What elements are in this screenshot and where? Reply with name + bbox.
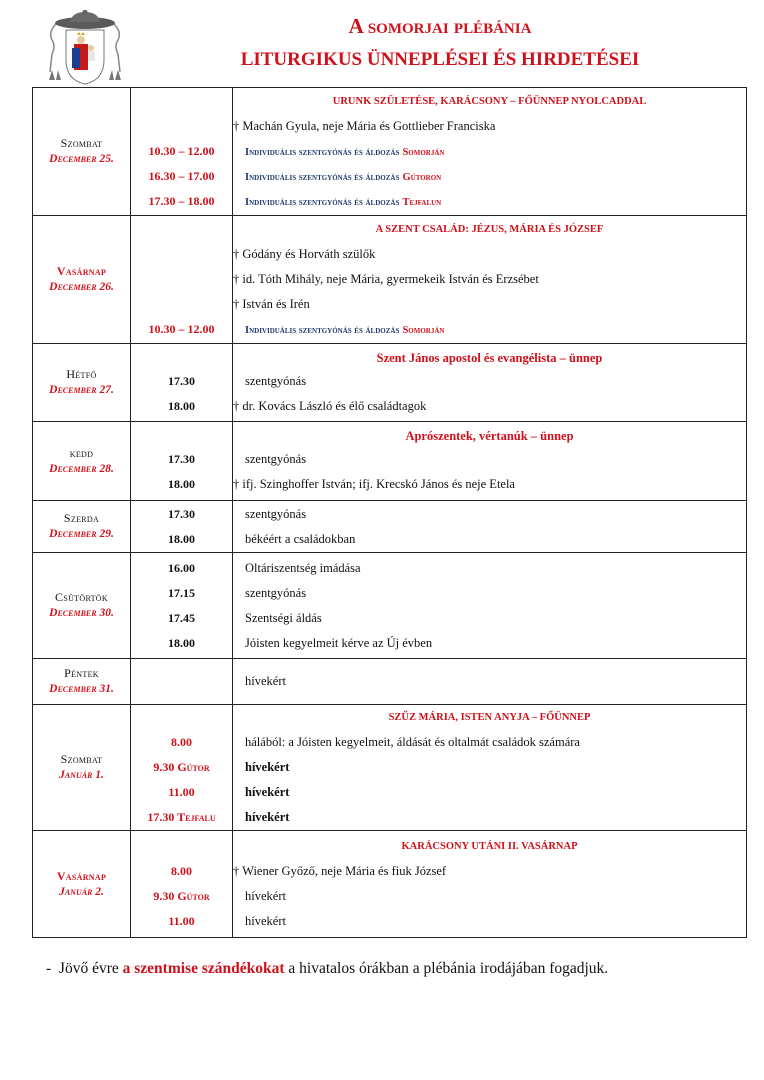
items-cell	[233, 705, 747, 831]
times-cell	[131, 659, 233, 705]
intention: szentgyónás	[245, 452, 307, 466]
intention: hívekért	[245, 913, 286, 928]
items-cell	[233, 501, 747, 553]
feast-title: Aprószentek, vértanúk – ünnep	[405, 429, 574, 443]
items-cell	[233, 88, 747, 216]
intention: † Machán Gyula, neje Mária és Gottlieber Franciska	[233, 118, 496, 133]
page-title: A somorjai plébánia	[348, 14, 532, 38]
items-cell	[233, 422, 747, 501]
intention: szentgyónás	[245, 506, 307, 521]
parish-coat-of-arms-icon	[44, 10, 126, 86]
time: 17.30	[168, 373, 195, 388]
day-name: Hétfő	[66, 367, 97, 381]
day-date: Január 1.	[59, 769, 104, 781]
note-suffix: a hivatalos órákban a plébánia irodájában fogadjuk.	[284, 960, 609, 977]
intention: † dr. Kovács László és élő családtagok	[233, 398, 427, 413]
intention: szentgyónás	[245, 585, 307, 600]
day-cell	[33, 659, 131, 705]
table-row	[33, 501, 747, 553]
day-cell	[33, 88, 131, 216]
confession-label: Individuális szentgyónás és áldozás	[245, 171, 400, 183]
intention: hívekért	[245, 674, 286, 688]
intention: békéért a családokban	[245, 531, 356, 546]
feast-title: SZŰZ MÁRIA, ISTEN ANYJA – FŐÜNNEP	[388, 711, 591, 723]
confession-label: Individuális szentgyónás és áldozás	[245, 324, 400, 336]
time: 9.30 Gútor	[153, 888, 210, 903]
confession-line	[233, 139, 746, 164]
time: 18.00	[168, 531, 195, 546]
day-cell	[33, 344, 131, 422]
table-row	[33, 216, 747, 344]
confession-line	[233, 317, 746, 342]
time: 8.00	[171, 734, 192, 749]
day-date: December 25.	[49, 153, 114, 165]
bullet: -	[46, 960, 52, 977]
table-row	[33, 422, 747, 501]
confession-label: Individuális szentgyónás és áldozás	[245, 196, 400, 208]
table-row	[33, 659, 747, 705]
items-cell	[233, 216, 747, 344]
day-name: Szombat	[60, 136, 103, 150]
items-cell	[233, 659, 747, 705]
confession-line	[233, 189, 746, 214]
day-date: December 29.	[49, 528, 114, 540]
time: 17.15	[168, 585, 195, 600]
day-date: December 30.	[49, 607, 114, 619]
time	[131, 114, 232, 139]
location-label: Tejfalun	[402, 196, 442, 208]
day-name: Szombat	[60, 752, 103, 766]
table-row	[33, 705, 747, 831]
table-row	[33, 553, 747, 659]
time: 17.30 Tejfalu	[147, 809, 216, 824]
feast-title: KARÁCSONY UTÁNI II. VASÁRNAP	[401, 840, 578, 852]
day-cell	[33, 501, 131, 553]
time: 17.30	[168, 452, 195, 466]
time: 10.30 – 12.00	[148, 143, 215, 158]
intention: hívekért	[245, 784, 290, 799]
location-label: Gútoron	[402, 171, 442, 183]
time: 16.00	[168, 560, 195, 575]
note-prefix: Jövő évre	[58, 960, 123, 977]
intention: Oltáriszentség imádása	[245, 560, 361, 575]
day-name: Péntek	[64, 666, 99, 680]
intention: hívekért	[245, 888, 286, 903]
items-cell	[233, 831, 747, 938]
times-cell	[131, 705, 233, 831]
location-label: Somorján	[402, 146, 445, 158]
times-cell	[131, 88, 233, 216]
intention: hálából: a Jóisten kegyelmeit, áldását és oltalmát családok számára	[245, 734, 580, 749]
time: 11.00	[168, 913, 195, 928]
time: 8.00	[171, 863, 192, 878]
feast-title: A SZENT CSALÁD: JÉZUS, MÁRIA ÉS JÓZSEF	[375, 223, 604, 235]
day-date: December 27.	[49, 384, 114, 396]
confession-line	[233, 164, 746, 189]
time: 17.30 – 18.00	[148, 193, 215, 208]
day-date: Január 2.	[59, 885, 104, 898]
intention: Szentségi áldás	[245, 610, 322, 625]
time: 11.00	[168, 784, 195, 799]
items-cell	[233, 344, 747, 422]
table-row	[33, 88, 747, 216]
time: 18.00	[168, 477, 195, 491]
day-name: Szerda	[63, 511, 100, 525]
day-name: kedd	[69, 445, 94, 460]
feast-title: Szent János apostol és evangélista – ünnep	[376, 350, 603, 365]
page-subtitle: LITURGIKUS ÜNNEPLÉSEI ÉS HIRDETÉSEI	[240, 49, 640, 70]
table-row	[33, 344, 747, 422]
day-cell	[33, 422, 131, 501]
day-date: December 26.	[49, 281, 114, 293]
times-cell	[131, 831, 233, 938]
intention: hívekért	[245, 809, 290, 824]
times-cell	[131, 216, 233, 344]
announcement-note	[46, 960, 608, 978]
intention: † id. Tóth Mihály, neje Mária, gyermekeik István és Erzsébet	[233, 271, 539, 286]
items-cell	[233, 553, 747, 659]
time: 18.00	[168, 398, 195, 413]
times-cell	[131, 422, 233, 501]
times-cell	[131, 553, 233, 659]
day-cell	[33, 553, 131, 659]
day-date: December 31.	[49, 683, 114, 695]
day-cell	[33, 831, 131, 938]
times-cell	[131, 501, 233, 553]
confession-label: Individuális szentgyónás és áldozás	[245, 146, 400, 158]
intention: † Gódány és Horváth szülők	[233, 246, 376, 261]
times-cell	[131, 344, 233, 422]
table-row	[33, 831, 747, 938]
day-name: Vasárnap	[56, 868, 107, 883]
day-cell	[33, 705, 131, 831]
time: 9.30 Gútor	[153, 759, 210, 774]
intention: Jóisten kegyelmeit kérve az Új évben	[245, 635, 433, 650]
time: 10.30 – 12.00	[148, 321, 215, 336]
day-name: Csütörtök	[55, 590, 108, 604]
note-highlight: a szentmise szándékokat	[122, 960, 285, 977]
feast-title: URUNK SZÜLETÉSE, KARÁCSONY – FŐÜNNEP NYOLCADDAL	[332, 95, 647, 107]
day-name: Vasárnap	[56, 264, 107, 278]
day-cell	[33, 216, 131, 344]
intention: † István és Irén	[233, 296, 310, 311]
intention: † ifj. Szinghoffer István; ifj. Krecskó János és neje Etela	[233, 477, 515, 491]
intention: hívekért	[245, 759, 290, 774]
location-label: Somorján	[402, 324, 445, 336]
intention: szentgyónás	[245, 373, 307, 388]
time: 18.00	[168, 635, 195, 650]
intention: † Wiener Győző, neje Mária és fiuk József	[233, 863, 447, 878]
time: 17.45	[168, 610, 195, 625]
time: 16.30 – 17.00	[148, 168, 215, 183]
schedule-table	[32, 87, 747, 938]
time: 17.30	[168, 506, 195, 521]
day-date: December 28.	[49, 462, 114, 475]
